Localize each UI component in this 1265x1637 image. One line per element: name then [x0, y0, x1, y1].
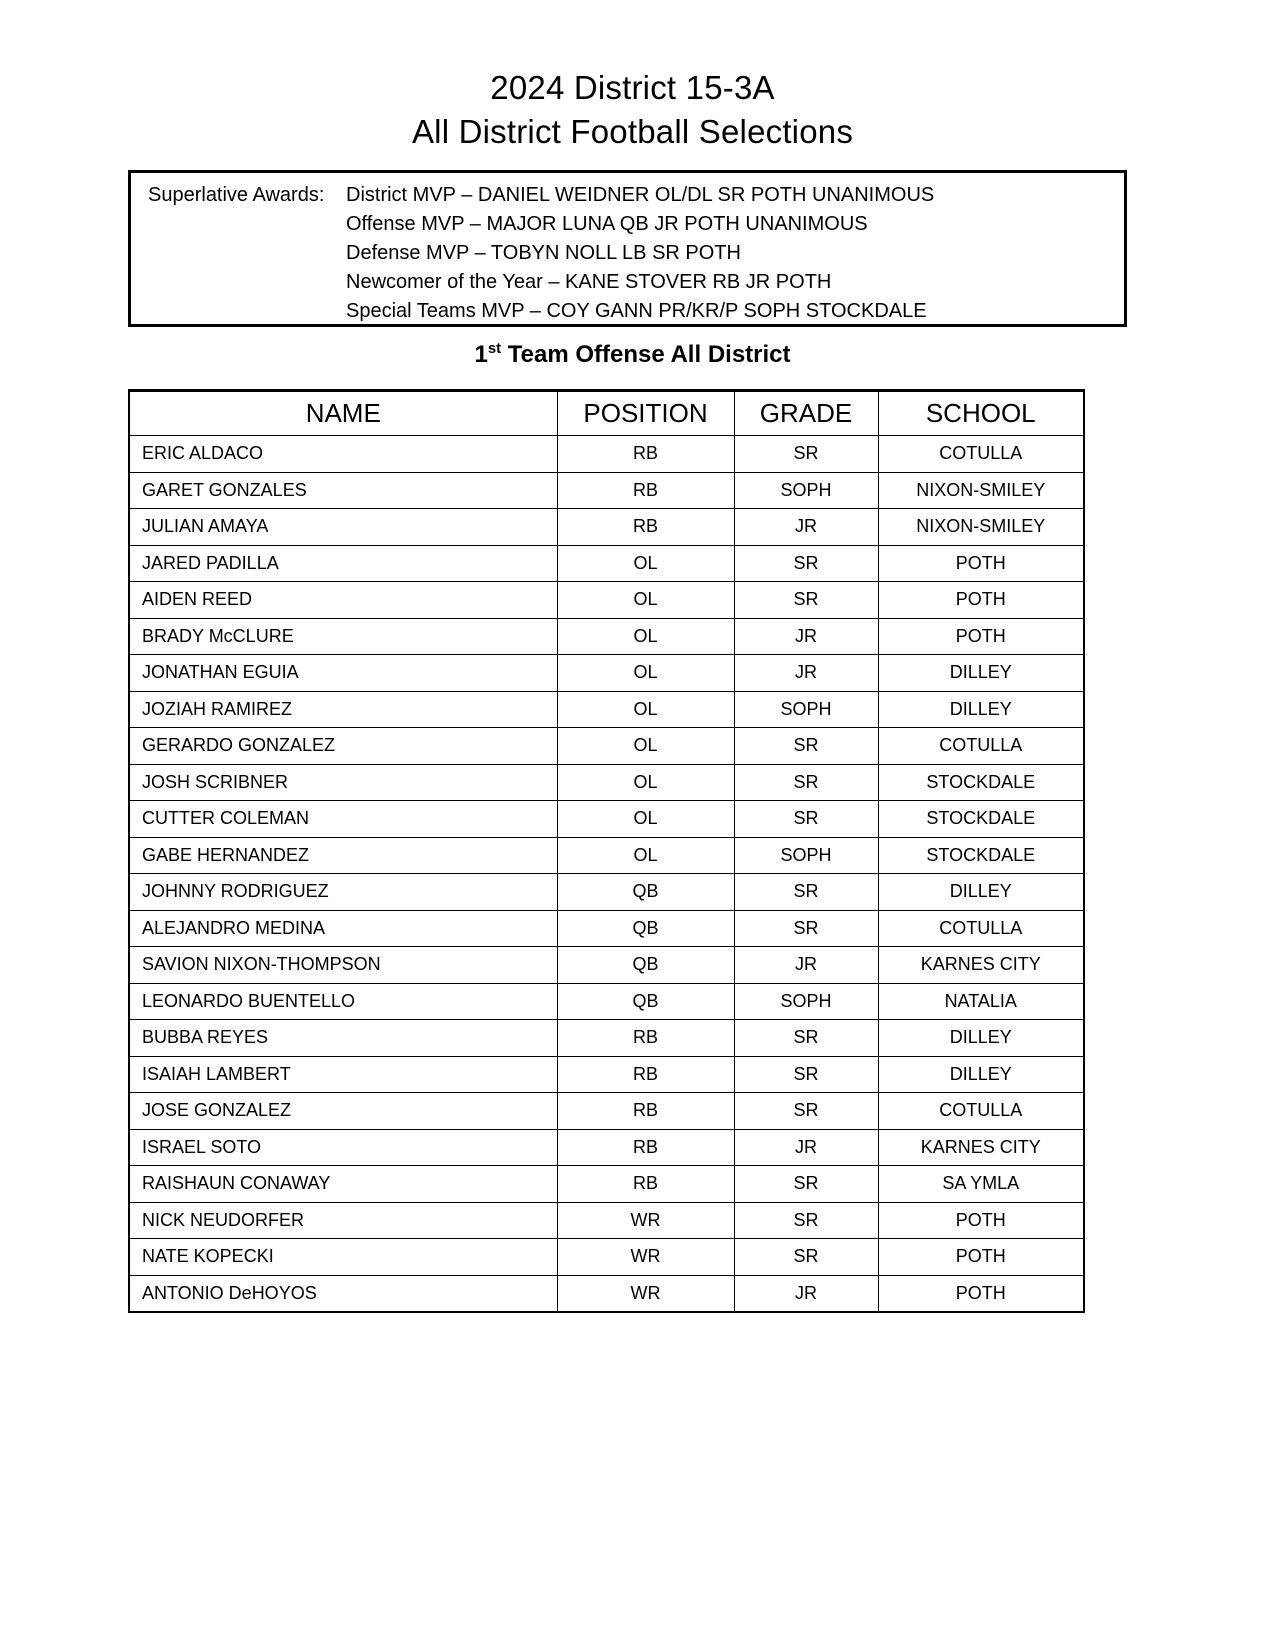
cell-school: DILLEY	[878, 1056, 1084, 1093]
superlative-awards-box	[128, 170, 1127, 327]
award-item: Special Teams MVP – COY GANN PR/KR/P SOPH STOCKDALE	[346, 300, 927, 322]
section-heading	[0, 340, 1265, 370]
table-row	[129, 545, 1084, 582]
table-row	[129, 1020, 1084, 1057]
cell-position: OL	[557, 655, 734, 692]
table-row	[129, 691, 1084, 728]
cell-position: WR	[557, 1275, 734, 1312]
cell-school: POTH	[878, 1275, 1084, 1312]
cell-grade: JR	[734, 1129, 878, 1166]
cell-school: KARNES CITY	[878, 1129, 1084, 1166]
document-title-block	[0, 0, 1265, 154]
cell-name: GARET GONZALES	[129, 472, 557, 509]
cell-name: ALEJANDRO MEDINA	[129, 910, 557, 947]
table-row	[129, 582, 1084, 619]
cell-school: DILLEY	[878, 874, 1084, 911]
award-item: District MVP – DANIEL WEIDNER OL/DL SR POTH UNANIMOUS	[346, 184, 935, 206]
cell-position: WR	[557, 1239, 734, 1276]
selections-table-wrapper	[128, 389, 1083, 1313]
cell-name: JOSE GONZALEZ	[129, 1093, 557, 1130]
page-title-line-1: 2024 District 15-3A	[490, 69, 775, 106]
cell-school: NATALIA	[878, 983, 1084, 1020]
column-header-school: SCHOOL	[878, 391, 1084, 436]
cell-position: RB	[557, 509, 734, 546]
section-heading-prefix: 1	[474, 341, 488, 368]
cell-position: RB	[557, 472, 734, 509]
table-row	[129, 728, 1084, 765]
awards-list	[346, 181, 1124, 326]
cell-school: POTH	[878, 545, 1084, 582]
awards-inner	[131, 173, 1124, 326]
cell-name: JULIAN AMAYA	[129, 509, 557, 546]
cell-grade: SR	[734, 545, 878, 582]
cell-school: POTH	[878, 618, 1084, 655]
awards-label: Superlative Awards:	[148, 184, 325, 206]
table-row	[129, 983, 1084, 1020]
cell-position: WR	[557, 1202, 734, 1239]
cell-name: GERARDO GONZALEZ	[129, 728, 557, 765]
table-row	[129, 947, 1084, 984]
cell-position: OL	[557, 728, 734, 765]
cell-grade: JR	[734, 1275, 878, 1312]
table-row	[129, 801, 1084, 838]
table-row	[129, 1239, 1084, 1276]
cell-name: GABE HERNANDEZ	[129, 837, 557, 874]
cell-grade: SOPH	[734, 983, 878, 1020]
cell-grade: SR	[734, 910, 878, 947]
cell-name: LEONARDO BUENTELLO	[129, 983, 557, 1020]
cell-name: BUBBA REYES	[129, 1020, 557, 1057]
cell-grade: SR	[734, 801, 878, 838]
cell-position: RB	[557, 1093, 734, 1130]
cell-grade: SOPH	[734, 472, 878, 509]
cell-grade: SR	[734, 1239, 878, 1276]
cell-grade: SR	[734, 874, 878, 911]
cell-position: RB	[557, 1166, 734, 1203]
table-row	[129, 509, 1084, 546]
cell-position: OL	[557, 545, 734, 582]
table-row	[129, 1129, 1084, 1166]
cell-name: CUTTER COLEMAN	[129, 801, 557, 838]
table-row	[129, 472, 1084, 509]
table-row	[129, 910, 1084, 947]
table-row	[129, 874, 1084, 911]
table-body	[129, 436, 1084, 1312]
cell-school: COTULLA	[878, 728, 1084, 765]
cell-name: RAISHAUN CONAWAY	[129, 1166, 557, 1203]
table-row	[129, 1275, 1084, 1312]
cell-grade: SOPH	[734, 691, 878, 728]
cell-name: ISAIAH LAMBERT	[129, 1056, 557, 1093]
table-header	[129, 391, 1084, 436]
cell-position: OL	[557, 764, 734, 801]
column-header-grade: GRADE	[734, 391, 878, 436]
cell-name: JARED PADILLA	[129, 545, 557, 582]
cell-school: COTULLA	[878, 910, 1084, 947]
table-row	[129, 1166, 1084, 1203]
page-title-line-2: All District Football Selections	[411, 113, 854, 150]
cell-grade: SR	[734, 436, 878, 473]
cell-name: JOSH SCRIBNER	[129, 764, 557, 801]
cell-grade: SOPH	[734, 837, 878, 874]
cell-school: COTULLA	[878, 436, 1084, 473]
cell-grade: JR	[734, 618, 878, 655]
table-row	[129, 764, 1084, 801]
cell-grade: SR	[734, 1093, 878, 1130]
cell-school: DILLEY	[878, 1020, 1084, 1057]
cell-school: DILLEY	[878, 655, 1084, 692]
cell-school: STOCKDALE	[878, 764, 1084, 801]
cell-grade: JR	[734, 655, 878, 692]
cell-school: NIXON-SMILEY	[878, 472, 1084, 509]
cell-grade: JR	[734, 509, 878, 546]
award-item: Offense MVP – MAJOR LUNA QB JR POTH UNANIMOUS	[346, 213, 868, 235]
cell-name: AIDEN REED	[129, 582, 557, 619]
cell-school: POTH	[878, 1239, 1084, 1276]
award-item: Defense MVP – TOBYN NOLL LB SR POTH	[346, 242, 741, 264]
cell-school: STOCKDALE	[878, 837, 1084, 874]
cell-school: DILLEY	[878, 691, 1084, 728]
award-item: Newcomer of the Year – KANE STOVER RB JR POTH	[346, 271, 832, 293]
table-row	[129, 1056, 1084, 1093]
cell-name: JONATHAN EGUIA	[129, 655, 557, 692]
cell-school: STOCKDALE	[878, 801, 1084, 838]
cell-school: POTH	[878, 582, 1084, 619]
cell-position: QB	[557, 874, 734, 911]
cell-grade: SR	[734, 728, 878, 765]
cell-grade: SR	[734, 1020, 878, 1057]
cell-name: NATE KOPECKI	[129, 1239, 557, 1276]
cell-name: ISRAEL SOTO	[129, 1129, 557, 1166]
table-row	[129, 436, 1084, 473]
column-header-name: NAME	[129, 391, 557, 436]
cell-grade: SR	[734, 764, 878, 801]
cell-position: QB	[557, 983, 734, 1020]
section-heading-ordinal-suffix: st	[487, 341, 502, 357]
cell-position: RB	[557, 1129, 734, 1166]
cell-name: NICK NEUDORFER	[129, 1202, 557, 1239]
cell-name: ERIC ALDACO	[129, 436, 557, 473]
cell-grade: SR	[734, 1056, 878, 1093]
table-row	[129, 837, 1084, 874]
cell-position: RB	[557, 1056, 734, 1093]
cell-name: ANTONIO DeHOYOS	[129, 1275, 557, 1312]
cell-grade: JR	[734, 947, 878, 984]
table-row	[129, 618, 1084, 655]
cell-position: RB	[557, 1020, 734, 1057]
table-row	[129, 1202, 1084, 1239]
cell-name: SAVION NIXON-THOMPSON	[129, 947, 557, 984]
column-header-position: POSITION	[557, 391, 734, 436]
cell-position: QB	[557, 910, 734, 947]
cell-position: OL	[557, 801, 734, 838]
cell-grade: SR	[734, 582, 878, 619]
cell-position: OL	[557, 837, 734, 874]
cell-position: OL	[557, 691, 734, 728]
section-heading-rest: Team Offense All District	[501, 341, 791, 368]
cell-position: QB	[557, 947, 734, 984]
cell-name: BRADY McCLURE	[129, 618, 557, 655]
cell-school: NIXON-SMILEY	[878, 509, 1084, 546]
cell-position: OL	[557, 618, 734, 655]
table-header-row	[129, 391, 1084, 436]
cell-school: SA YMLA	[878, 1166, 1084, 1203]
cell-name: JOHNNY RODRIGUEZ	[129, 874, 557, 911]
cell-position: RB	[557, 436, 734, 473]
cell-school: POTH	[878, 1202, 1084, 1239]
table-row	[129, 655, 1084, 692]
cell-school: KARNES CITY	[878, 947, 1084, 984]
cell-school: COTULLA	[878, 1093, 1084, 1130]
cell-name: JOZIAH RAMIREZ	[129, 691, 557, 728]
cell-position: OL	[557, 582, 734, 619]
selections-table	[128, 389, 1085, 1313]
table-row	[129, 1093, 1084, 1130]
cell-grade: SR	[734, 1166, 878, 1203]
cell-grade: SR	[734, 1202, 878, 1239]
